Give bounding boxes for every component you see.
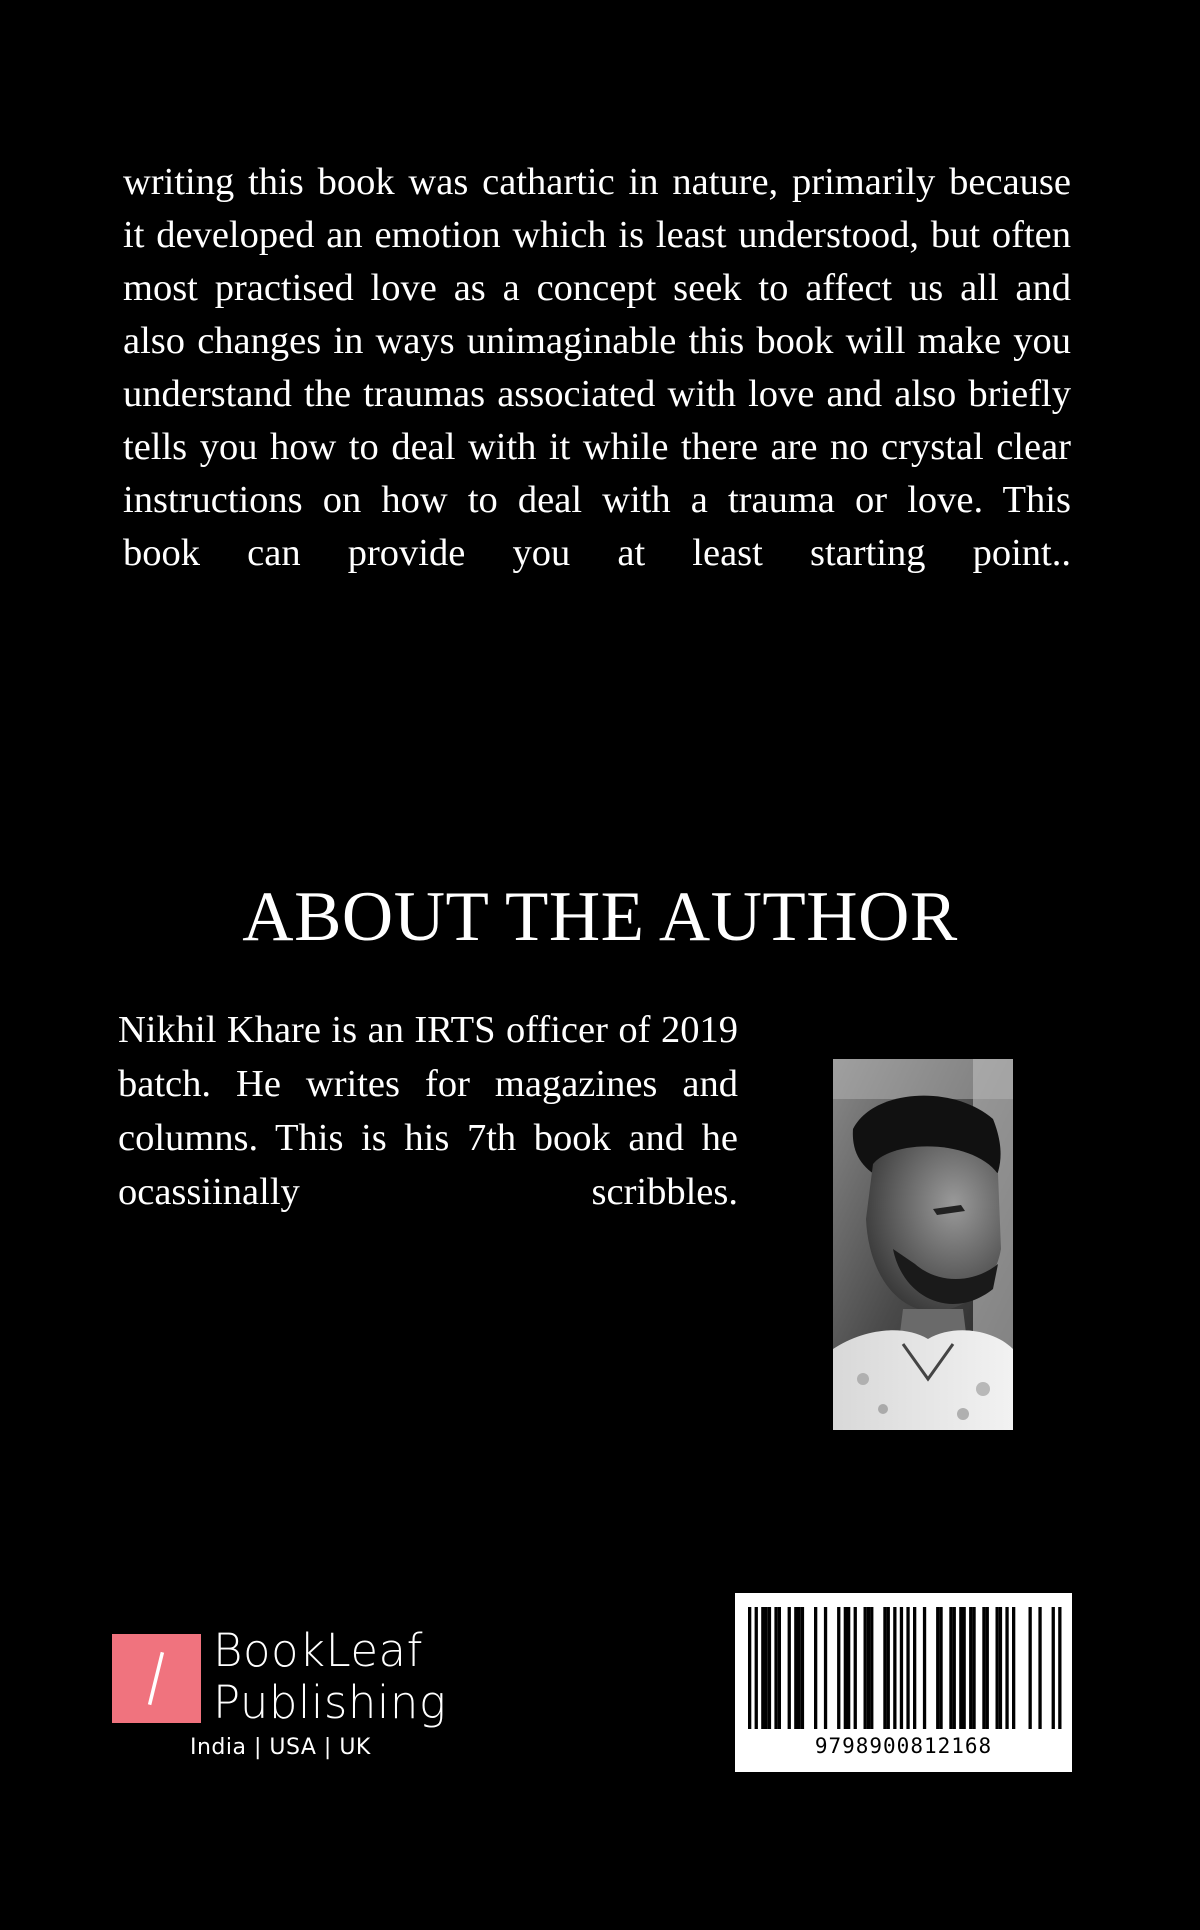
isbn-barcode xyxy=(735,1593,1072,1772)
slash-icon xyxy=(112,1634,201,1723)
barcode-bar xyxy=(969,1607,972,1729)
about-author-heading: ABOUT THE AUTHOR xyxy=(242,878,958,956)
barcode-bar xyxy=(794,1607,797,1729)
barcode-bar xyxy=(996,1607,999,1729)
barcode-bar xyxy=(982,1607,985,1729)
barcode-bar xyxy=(1012,1607,1015,1729)
barcode-bar xyxy=(949,1607,952,1729)
barcode-bar xyxy=(847,1607,850,1729)
barcode-bar xyxy=(1038,1607,1041,1729)
barcode-bar xyxy=(900,1607,903,1729)
isbn-number: 9798900812168 xyxy=(814,1734,993,1758)
barcode-bar xyxy=(959,1607,962,1729)
book-blurb: writing this book was cathartic in nature, primarily because it developed an emotion which is least understood, but often most practised love as a concept seek to affect us all and also changes in ways unimaginable this book will make you understand the traumas associated with love and also briefly tells you how to deal with it while there are no crystal clear instructions on how to deal with a trauma or love. This book can provide you at least starting point.. xyxy=(123,161,1071,574)
barcode-bar xyxy=(788,1607,791,1729)
barcode-bar xyxy=(778,1607,781,1729)
barcode-bar xyxy=(854,1607,857,1729)
barcode-bar xyxy=(972,1607,975,1729)
barcode-bar xyxy=(936,1607,939,1729)
barcode-bar xyxy=(765,1607,768,1729)
barcode-bar xyxy=(814,1607,817,1729)
barcode-bar xyxy=(953,1607,956,1729)
barcode-bar xyxy=(748,1607,751,1729)
barcode-bar xyxy=(1005,1607,1008,1729)
barcode-bar xyxy=(887,1607,890,1729)
barcode-bar xyxy=(939,1607,942,1729)
publisher-regions: India | USA | UK xyxy=(190,1735,371,1760)
barcode-bar xyxy=(906,1607,909,1729)
barcode-bar xyxy=(824,1607,827,1729)
barcode-bar xyxy=(1052,1607,1055,1729)
barcode-bar xyxy=(761,1607,764,1729)
barcode-bar xyxy=(774,1607,777,1729)
publisher-logo xyxy=(112,1625,472,1770)
author-photo xyxy=(833,1059,1013,1430)
barcode-bar xyxy=(1058,1607,1061,1729)
barcode-bar xyxy=(893,1607,896,1729)
barcode-bar xyxy=(923,1607,926,1729)
barcode-bar xyxy=(768,1607,771,1729)
publisher-name xyxy=(213,1625,446,1729)
barcode-bar xyxy=(864,1607,867,1729)
barcode-bar xyxy=(837,1607,840,1729)
barcode-bar xyxy=(913,1607,916,1729)
barcode-bar xyxy=(963,1607,966,1729)
barcode-bar xyxy=(999,1607,1002,1729)
barcode-bar xyxy=(1029,1607,1032,1729)
barcode-bar xyxy=(883,1607,886,1729)
barcode-bar xyxy=(798,1607,801,1729)
barcode-bar xyxy=(844,1607,847,1729)
barcode-bar xyxy=(755,1607,758,1729)
publisher-name-line1: BookLeaf xyxy=(213,1624,423,1677)
author-bio: Nikhil Khare is an IRTS officer of 2019 batch. He writes for magazines and columns. This is his 7th book and he ocassiinally scribbles. xyxy=(118,1009,738,1213)
publisher-name-line2: Publishing xyxy=(213,1676,447,1729)
barcode-bar xyxy=(801,1607,804,1729)
barcode-bar xyxy=(870,1607,873,1729)
barcode-bar xyxy=(867,1607,870,1729)
barcode-bar xyxy=(986,1607,989,1729)
